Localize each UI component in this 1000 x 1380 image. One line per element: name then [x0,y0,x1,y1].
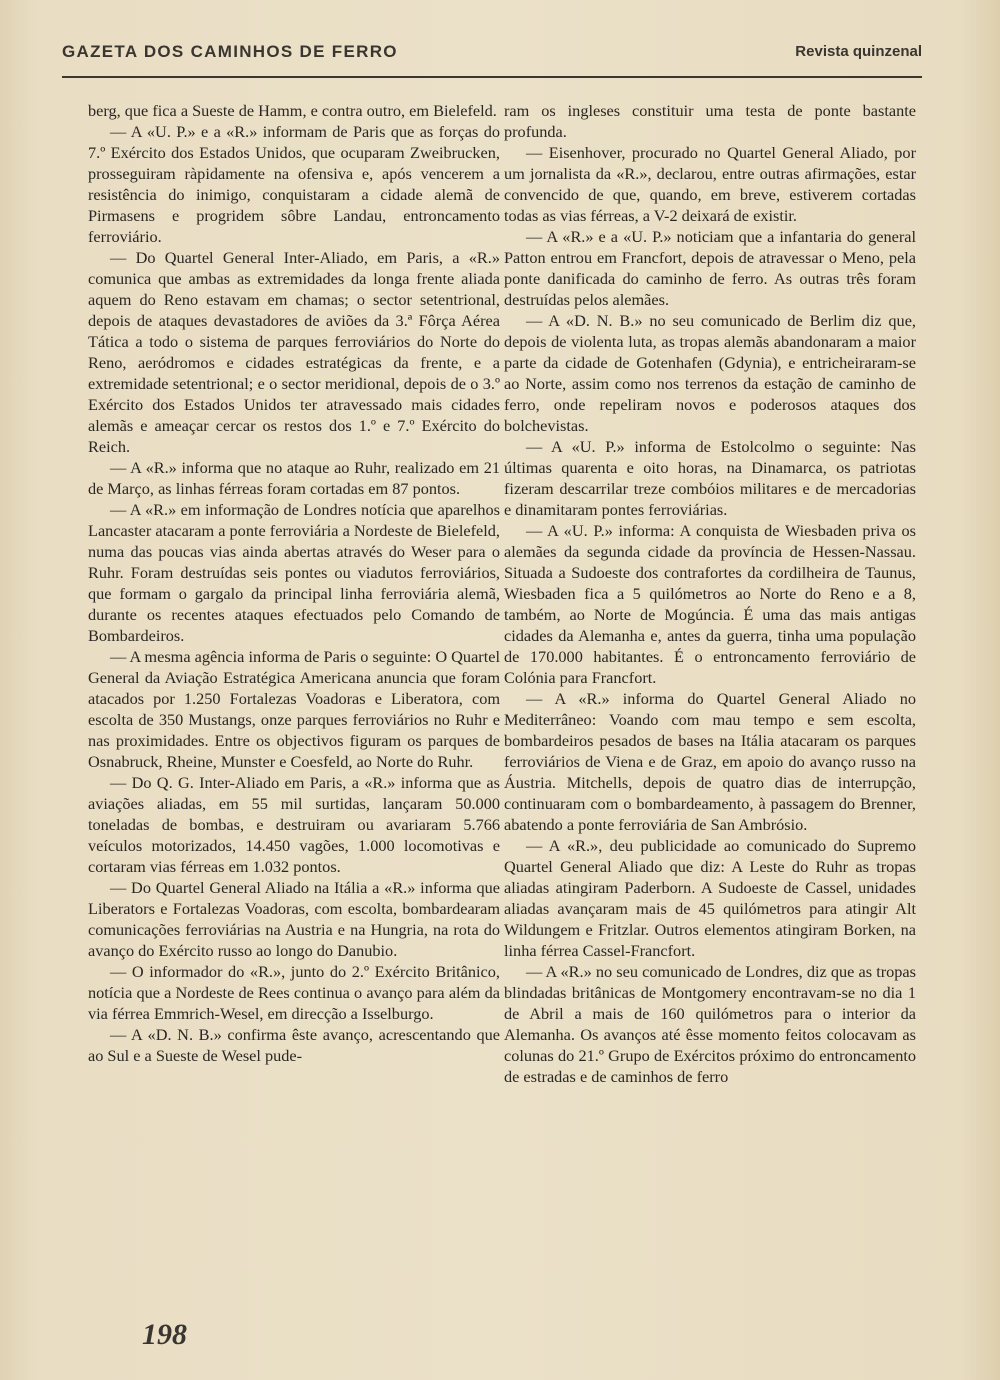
paragraph: — O informador do «R.», junto do 2.º Exército Britânico, notícia que a Nordeste de Rees continua o avanço para além da via férrea Emmrich-Wesel, em direcção a Isselburgo. [88,962,500,1023]
paragraph: — A «R.», deu publicidade ao comunicado do Supremo Quartel General Aliado que diz: A Leste do Ruhr as tropas aliadas atingiram Paderborn. A Sudoeste de Cassel, unidades aliadas avançaram mais de 45 quilómetros para atingir Alt Wildungem e Fritzlar. Outros elementos atingiram Borken, na linha férrea Cassel-Francfort. [504,836,916,960]
paragraph: — A «R.» e a «U. P.» noticiam que a infantaria do general Patton entrou em Francfort, depois de atravessar o Meno, pela ponte danificada do caminho de ferro. As outras três foram destruídas pelos alemães. [504,227,916,309]
paragraph: — A «U. P.» informa: A conquista de Wiesbaden priva os alemães da segunda cidade da província de Hessen-Nassau. Situada a Sudoeste dos contrafortes da cordilheira de Taunus, Wiesbaden fica a 5 quilómetros ao Norte do Reno e a 8, também, ao Norte de Mogúncia. É uma das mais antigas cidades da Alemanha e, antes da guerra, tinha uma população de 170.000 habitantes. É o entroncamento ferroviário de Colónia para Francfort. [504,521,916,687]
paragraph: — Eisenhover, procurado no Quartel General Aliado, por um jornalista da «R.», declarou, entre outras afirmações, estar convencido de que, quando, em breve, estiverem cortadas todas as vias férreas, a V-2 deixará de existir. [504,143,916,225]
paragraph: — Do Q. G. Inter-Aliado em Paris, a «R.» informa que as aviações aliadas, em 55 mil surtidas, lançaram 50.000 toneladas de bombas, e destruiram ou avariaram 5.766 veículos motorizados, 14.450 vagões, 1.000 locomotivas e cortaram vias férreas em 1.032 pontos. [88,773,500,876]
paragraph: — A «R.» informa que no ataque ao Ruhr, realizado em 21 de Março, as linhas férreas foram cortadas em 87 pontos. [88,458,500,498]
running-header [62,40,922,70]
paragraph: — Do Quartel General Aliado na Itália a «R.» informa que Liberators e Fortalezas Voadoras, com escolta, bombardearam comunicações ferroviárias na Austria e na Hungria, na rota do avanço do Exército russo ao longo do Danubio. [88,878,500,960]
header-rule [62,76,922,78]
right-column [504,100,916,1290]
page-number: 198 [142,1318,187,1351]
publication-subtitle: Revista quinzenal [795,43,922,60]
paragraph: — A «R.» no seu comunicado de Londres, diz que as tropas blindadas britânicas de Montgomery encontravam-se no dia 1 de Abril a mais de 160 quilómetros para o interior da Alemanha. Os avanços até êsse momento feitos colocavam as colunas do 21.º Grupo de Exércitos próximo do entroncamento de estradas e de caminhos de ferro [504,962,916,1086]
paragraph: — A «D. N. B.» no seu comunicado de Berlim diz que, depois de violenta luta, as tropas alemãs abandonaram a maior parte da cidade de Gotenhafen (Gdynia), e entricheiraram-se ao Norte, assim como nos terrenos da estação de caminho de ferro, onde repeliram novos e poderosos ataques dos bolchevistas. [504,311,916,435]
paragraph: — A «D. N. B.» confirma êste avanço, acrescentando que ao Sul e a Sueste de Wesel pude- [88,1025,500,1065]
paragraph: ram os ingleses constituir uma testa de ponte bastante profunda. [504,101,916,141]
paragraph: — A «U. P.» e a «R.» informam de Paris que as forças do 7.º Exército dos Estados Unidos, que ocuparam Zweibrucken, prosseguiram ràpidamente na ofensiva e, após vencerem a resistência do inimigo, conquistaram a cidade alemã de Pirmasens e progridem sôbre Landau, entroncamento ferroviário. [88,122,500,246]
paragraph: — A «U. P.» informa de Estolcolmo o seguinte: Nas últimas quarenta e oito horas, na Dinamarca, os patriotas fizeram descarrilar treze combóios militares e de mercadorias e dinamitaram pontes ferroviárias. [504,437,916,519]
left-column [88,100,500,1290]
paragraph: — Do Quartel General Inter-Aliado, em Paris, a «R.» comunica que ambas as extremidades da longa frente aliada aquem do Reno estavam em chamas; o sector setentrional, depois de ataques devastadores de aviões da 3.ª Fôrça Aérea Tática a todo o sistema de parques ferroviários do Norte do Reno, aeródromos e cidades estratégicas da frente, e a extremidade setentrional; e o sector meridional, depois de o 3.º Exército dos Estados Unidos ter atravessado mais cidades alemãs e ameaçar cercar os restos dos 1.º e 7.º Exército do Reich. [88,248,500,456]
publication-title: GAZETA DOS CAMINHOS DE FERRO [62,42,398,61]
paragraph: — A mesma agência informa de Paris o seguinte: O Quartel General da Aviação Estratégica Americana anuncia que foram atacados por 1.250 Fortalezas Voadoras e Liberatora, com escolta de 350 Mustangs, onze parques ferroviários no Ruhr e nas proximidades. Entre os objectivos figuram os parques de Osnabruck, Rheine, Munster e Coesfeld, ao Norte do Ruhr. [88,647,500,771]
paragraph: berg, que fica a Sueste de Hamm, e contra outro, em Bielefeld. [88,101,497,120]
paragraph: — A «R.» informa do Quartel General Aliado no Mediterrâneo: Voando com mau tempo e sem escolta, bombardeiros pesados de bases na Itália atacaram os parques ferroviários de Viena e de Graz, em apoio do avanço russo na Áustria. Mitchells, depois de quatro dias de interrupção, continuaram com o bombardeamento, à passagem do Brenner, abatendo a ponte ferroviária de San Ambrósio. [504,689,916,834]
paragraph: — A «R.» em informação de Londres notícia que aparelhos Lancaster atacaram a ponte ferroviária a Nordeste de Bielefeld, numa das poucas vias ainda abertas através do Weser para o Ruhr. Foram destruídas seis pontes ou viadutos ferroviários, que formam o gargalo da principal linha ferroviária alemã, durante os recentes ataques efectuados pelo Comando de Bombardeiros. [88,500,500,645]
